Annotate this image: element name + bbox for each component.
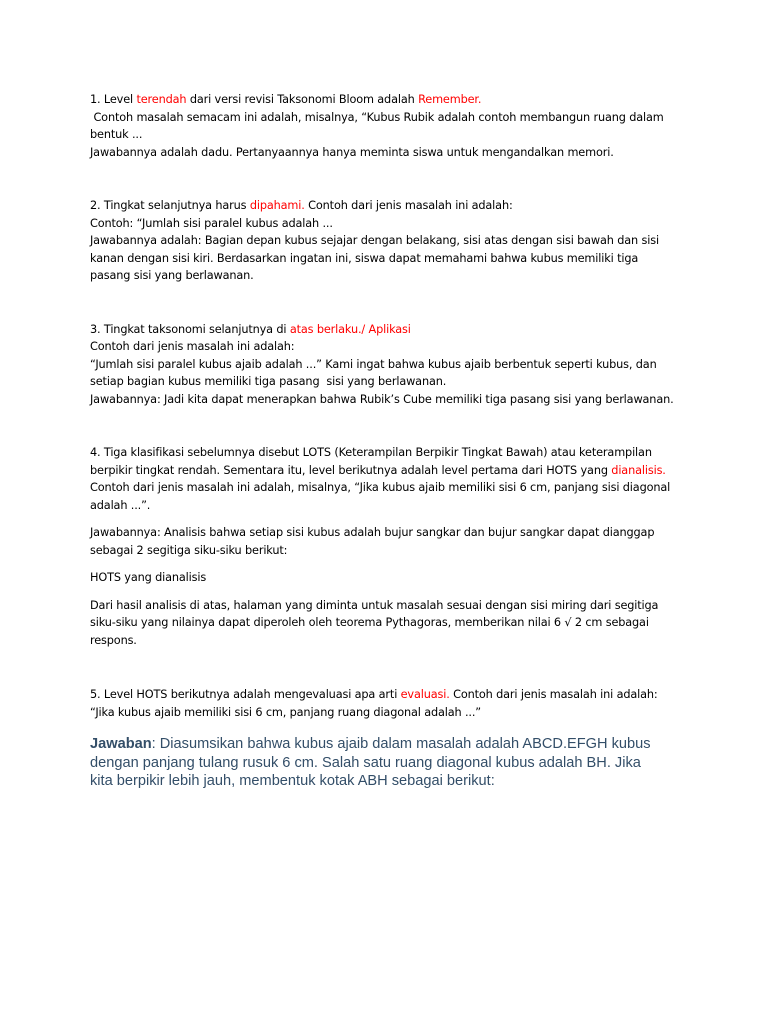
paragraph-line: Contoh: “Jumlah sisi paralel kubus adalah ... xyxy=(90,216,333,230)
paragraph-line: kita berpikir lebih jauh, membentuk kotak ABH sebagai berikut: xyxy=(90,773,495,789)
paragraph-line: Contoh masalah semacam ini adalah, misalnya, “Kubus Rubik adalah contoh membangun ruang dalam xyxy=(90,110,664,124)
highlight-text: atas berlaku./ Aplikasi xyxy=(289,322,411,336)
text: : Diasumsikan bahwa kubus ajaib dalam masalah adalah ABCD.EFGH kubus xyxy=(151,736,651,752)
paragraph-line: dengan panjang tulang rusuk 6 cm. Salah satu ruang diagonal kubus adalah BH. Jika xyxy=(90,754,641,771)
highlight-text: terendah xyxy=(136,93,187,106)
text: 5. Level HOTS berikutnya adalah mengevaluasi apa arti xyxy=(90,688,401,701)
paragraph-line xyxy=(90,321,690,339)
paragraph-line: siku-siku yang nilainya dapat diperoleh oleh teorema Pythagoras, memberikan nilai 6 √ 2 cm sebagai xyxy=(90,616,649,629)
section-4 xyxy=(90,444,690,649)
highlight-text: Remember. xyxy=(418,93,482,106)
paragraph-line: setiap bagian kubus memiliki tiga pasang sisi yang berlawanan. xyxy=(90,375,447,388)
paragraph-line: Jawabannya adalah: Bagian depan kubus sejajar dengan belakang, sisi atas dengan sisi bawah dan sisi xyxy=(90,234,659,247)
paragraph-line: bentuk ... xyxy=(90,128,143,141)
text: berpikir tingkat rendah. Sementara itu, level berikutnya adalah level pertama dari HOTS yang xyxy=(90,463,612,477)
paragraph-line xyxy=(90,462,690,480)
paragraph-line: “Jumlah sisi paralel kubus ajaib adalah ...” Kami ingat bahwa kubus ajaib berbentuk seperti kubus, dan xyxy=(90,357,657,371)
section-2 xyxy=(90,197,690,285)
paragraph-line: kanan dengan sisi kiri. Berdasarkan ingatan ini, siswa dapat memahami bahwa kubus memiliki tiga xyxy=(90,251,639,265)
paragraph-line: Dari hasil analisis di atas, halaman yang diminta untuk masalah sesuai dengan sisi miring dari segitiga xyxy=(90,598,659,612)
paragraph-line xyxy=(90,91,690,109)
paragraph-line: “Jika kubus ajaib memiliki sisi 6 cm, panjang ruang diagonal adalah ...” xyxy=(90,705,482,719)
paragraph-line: respons. xyxy=(90,633,137,647)
paragraph-line xyxy=(90,735,690,754)
text: 1. Level xyxy=(90,93,137,106)
text: 2. Tingkat selanjutnya harus xyxy=(90,199,250,212)
text: dari versi revisi Taksonomi Bloom adalah xyxy=(186,93,419,106)
section-3 xyxy=(90,321,690,409)
paragraph-line: Contoh dari jenis masalah ini adalah: xyxy=(90,340,295,353)
paragraph-line: sebagai 2 segitiga siku-siku berikut: xyxy=(90,543,288,557)
paragraph-line: Jawabannya: Analisis bahwa setiap sisi kubus adalah bujur sangkar dan bujur sangkar dapat dianggap xyxy=(90,526,655,539)
text: 3. Tingkat taksonomi selanjutnya di xyxy=(90,322,290,336)
answer-label: Jawaban xyxy=(90,736,152,752)
paragraph-line: adalah ...”. xyxy=(90,498,151,512)
paragraph-line: Jawabannya adalah dadu. Pertanyaannya hanya meminta siswa untuk mengandalkan memori. xyxy=(90,145,614,159)
paragraph-line: 4. Tiga klasifikasi sebelumnya disebut LOTS (Keterampilan Berpikir Tingkat Bawah) atau keterampilan xyxy=(90,446,652,459)
text: Contoh dari jenis masalah ini adalah: xyxy=(304,199,513,212)
highlight-text: evaluasi. xyxy=(400,688,450,701)
paragraph-line: pasang sisi yang berlawanan. xyxy=(90,269,254,282)
highlight-text: dianalisis. xyxy=(611,463,666,477)
section-1 xyxy=(90,91,690,161)
paragraph-line: HOTS yang dianalisis xyxy=(90,571,207,584)
section-5 xyxy=(90,686,690,721)
paragraph-line: Jawabannya: Jadi kita dapat menerapkan bahwa Rubik’s Cube memiliki tiga pasang sisi yang berlawanan. xyxy=(90,392,674,406)
paragraph-line: Contoh dari jenis masalah ini adalah, misalnya, “Jika kubus ajaib memiliki sisi 6 cm, panjang sisi diagonal xyxy=(90,481,671,494)
document-body xyxy=(90,91,690,791)
highlight-text: dipahami. xyxy=(249,199,305,212)
text: Contoh dari jenis masalah ini adalah: xyxy=(449,688,658,701)
paragraph-line xyxy=(90,686,690,704)
paragraph-line xyxy=(90,197,690,215)
final-answer xyxy=(90,735,690,791)
